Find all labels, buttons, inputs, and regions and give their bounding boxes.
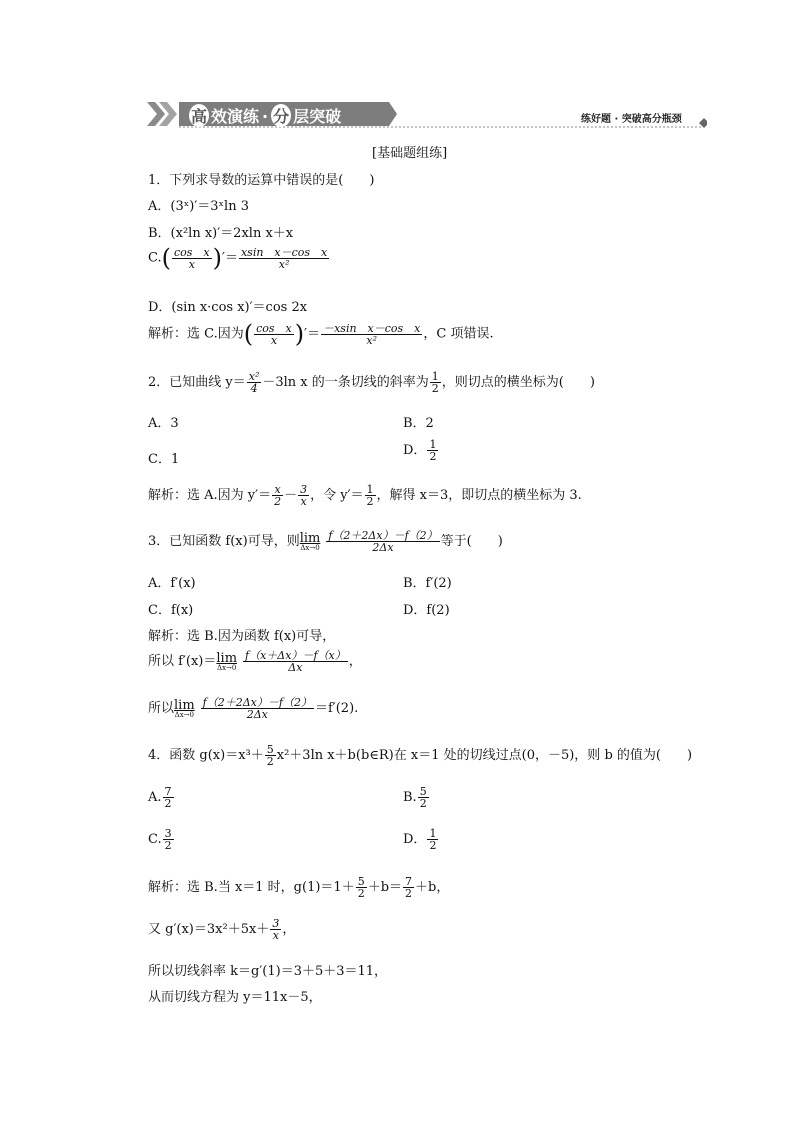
q4-sol2-num: 3 bbox=[272, 917, 280, 930]
q3-sol2-lim: lim bbox=[216, 650, 238, 666]
q4-c-label: C. bbox=[148, 832, 162, 847]
q3-sol2-b: ， bbox=[348, 654, 362, 669]
q3-stem-a: 3．已知函数 f(x)可导，则 bbox=[148, 534, 300, 549]
q4-a-num: 7 bbox=[164, 785, 172, 798]
q2-d-num: 1 bbox=[429, 438, 437, 451]
q2-sol-minus: － bbox=[284, 488, 298, 503]
q4-stem bbox=[148, 744, 692, 767]
q4-stem-num: 5 bbox=[266, 743, 274, 756]
q3-sol2-den: Δx bbox=[288, 661, 303, 674]
q4-a-den: 2 bbox=[164, 797, 172, 810]
q4-sol-line3: 所以切线斜率 k＝g′(1)＝3＋5＋3＝11， bbox=[148, 964, 388, 979]
q4-stem-a: 4．函数 g(x)＝x³＋ bbox=[148, 748, 264, 763]
q2-sol-f1-num: x bbox=[272, 484, 283, 496]
q1-stem: 1．下列求导数的运算中错误的是( ) bbox=[148, 173, 375, 188]
q1-c-num: cos x bbox=[174, 245, 210, 259]
q2-stem-a: 2．已知曲线 y＝ bbox=[148, 375, 246, 390]
title-char-4: 分 bbox=[271, 104, 291, 127]
q4-c-num: 3 bbox=[164, 827, 172, 840]
q3-sol3-b: ＝f′(2). bbox=[314, 701, 359, 716]
q3-sol3-a: 所以 bbox=[148, 701, 175, 716]
q1-option-c: C.( $\frac{\text{cos x}}{x}$ )′＝ $\frac{\text{xsin x－cos x}}{\text{x²}}$ bbox=[148, 244, 328, 272]
q2-option-d bbox=[403, 439, 439, 462]
q2-stem bbox=[148, 371, 595, 394]
q1-sol-suffix: ，C 项错误. bbox=[423, 326, 494, 342]
q2-stem-num2: 1 bbox=[431, 370, 439, 383]
q1-option-b: B．(x²ln x)′＝2xln x＋x bbox=[148, 226, 294, 241]
q3-option-c: C．f(x) bbox=[148, 603, 194, 618]
q3-lim: lim bbox=[299, 530, 321, 546]
q4-b-label: B. bbox=[403, 790, 417, 805]
q2-stem-den: 4 bbox=[250, 382, 258, 395]
q2-sol-f1-den: 2 bbox=[274, 495, 282, 508]
title-char-5: 层突破 bbox=[293, 107, 342, 126]
q4-option-b bbox=[403, 786, 430, 809]
q2-option-b: B．2 bbox=[403, 416, 434, 431]
q4-d-den: 2 bbox=[429, 839, 437, 852]
q2-sol-f2-num: 3 bbox=[300, 483, 308, 496]
q4-sol1-b: ＋b＝ bbox=[367, 880, 403, 895]
q3-option-a: A．f′(x) bbox=[148, 576, 196, 591]
q1-option-a: A．(3ˣ)′＝3ˣln 3 bbox=[148, 199, 249, 214]
q3-frac-num: f（2＋2Δx）－f（2） bbox=[328, 529, 438, 542]
q4-option-a bbox=[148, 786, 175, 809]
q3-sol3-den: 2Δx bbox=[246, 708, 268, 721]
title-char-3: 演练 bbox=[227, 107, 260, 126]
title-char-1: 高 bbox=[189, 104, 209, 127]
q4-sol1-d1: 2 bbox=[357, 887, 365, 900]
q3-sol-line2 bbox=[148, 650, 362, 673]
q3-stem-b: 等于( ) bbox=[440, 534, 503, 549]
q3-sol3-lim: lim bbox=[174, 697, 195, 713]
q3-option-d: D．f(2) bbox=[403, 603, 450, 618]
q2-d-label: D． bbox=[403, 443, 427, 458]
q1-c-rhs-num: xsin x－cos x bbox=[240, 245, 328, 259]
q1-sol-den: x bbox=[270, 333, 278, 347]
q4-stem-b: x²＋3ln x＋b(b∈R)在 x＝1 处的切线过点(0，－5)，则 b 的值为( ) bbox=[276, 748, 693, 763]
q2-sol-a: 解析：选 A.因为 y′＝ bbox=[148, 488, 272, 503]
q3-sol2-num: f（x＋Δx）－f（x） bbox=[245, 649, 346, 662]
title-char-2: 效 bbox=[211, 107, 228, 126]
q1-c-den: x bbox=[188, 257, 195, 271]
q4-sol1-n2: 7 bbox=[405, 875, 413, 888]
q3-option-b: B．f′(2) bbox=[403, 576, 452, 591]
q4-sol2-a: 又 g′(x)＝3x²＋5x＋ bbox=[148, 922, 270, 937]
q2-option-a: A．3 bbox=[148, 416, 179, 431]
q1-sol-rhs-den: x² bbox=[366, 333, 378, 347]
q3-frac-den: 2Δx bbox=[372, 541, 394, 554]
q1-sol-rhs-num: －xsin x－cos x bbox=[323, 321, 421, 335]
q2-option-c: C．1 bbox=[148, 452, 180, 467]
q4-sol-line1 bbox=[148, 876, 449, 899]
q3-sol-line3 bbox=[148, 697, 358, 720]
q3-stem bbox=[148, 530, 503, 553]
q2-solution bbox=[148, 484, 582, 507]
header-right-text: 练好题 · 突破高分瓶颈 bbox=[581, 114, 682, 125]
q4-option-c bbox=[148, 828, 175, 851]
q4-d-label: D． bbox=[403, 832, 427, 847]
q4-sol-line2 bbox=[148, 918, 295, 941]
q4-sol1-c: ＋b， bbox=[415, 880, 450, 895]
q1-option-d: D．(sin x·cos x)′＝cos 2x bbox=[148, 300, 308, 315]
q1-solution: 解析：选 C.因为( $\frac{\text{cos x}}{x}$ )′＝ $\frac{\text{－xsin x－cos x}}{\text{x²}}$ ，C 项错误. bbox=[148, 320, 494, 348]
q4-stem-den: 2 bbox=[266, 755, 274, 768]
q3-sol2-a: 所以 f′(x)＝ bbox=[148, 654, 217, 669]
q4-a-label: A. bbox=[148, 790, 162, 805]
q3-sol3-lim-sub: Δx→0 bbox=[174, 710, 194, 719]
q2-d-den: 2 bbox=[429, 450, 437, 463]
q1-c-rhs-den: x² bbox=[278, 257, 290, 271]
q2-stem-c: ，则切点的横坐标为( ) bbox=[441, 375, 595, 390]
section-title: [基础题组练] bbox=[372, 146, 448, 161]
q4-d-num: 1 bbox=[429, 827, 437, 840]
q2-stem-den2: 2 bbox=[431, 382, 439, 395]
q1-c-label: C. bbox=[148, 250, 162, 266]
header-banner bbox=[147, 98, 707, 130]
q3-sol2-lim-sub: Δx→0 bbox=[217, 663, 237, 672]
q4-sol1-n1: 5 bbox=[357, 875, 365, 888]
q2-sol-b: ，令 y′＝ bbox=[310, 488, 364, 503]
q4-sol-line4: 从而切线方程为 y＝11x－5， bbox=[148, 990, 322, 1005]
q4-sol1-d2: 2 bbox=[405, 887, 413, 900]
q2-stem-num: x² bbox=[248, 370, 260, 383]
q3-sol-line1: 解析：选 B.因为函数 f(x)可导， bbox=[148, 629, 336, 644]
q4-b-num: 5 bbox=[419, 785, 427, 798]
q4-sol2-b: ， bbox=[282, 922, 296, 937]
q2-stem-b: －3ln x 的一条切线的斜率为 bbox=[262, 375, 429, 390]
q4-sol1-a: 解析：选 B.当 x＝1 时，g(1)＝1＋ bbox=[148, 880, 355, 895]
q2-sol-f3-den: 2 bbox=[366, 495, 374, 508]
title-dot: · bbox=[262, 107, 269, 126]
q4-sol2-den: x bbox=[272, 929, 279, 942]
q1-sol-num: cos x bbox=[256, 321, 292, 335]
q1-sol-prefix: 解析：选 C.因为 bbox=[148, 326, 244, 342]
q3-sol3-num: f（2＋2Δx）－f（2） bbox=[202, 696, 312, 709]
q4-b-den: 2 bbox=[419, 797, 427, 810]
q4-option-d bbox=[403, 828, 439, 851]
q2-sol-f3-num: 1 bbox=[366, 483, 374, 496]
q4-c-den: 2 bbox=[164, 839, 172, 852]
q3-lim-sub: Δx→0 bbox=[300, 543, 320, 552]
q2-sol-c: ，解得 x＝3，即切点的横坐标为 3. bbox=[376, 488, 582, 503]
q2-sol-f2-den: x bbox=[300, 495, 307, 508]
